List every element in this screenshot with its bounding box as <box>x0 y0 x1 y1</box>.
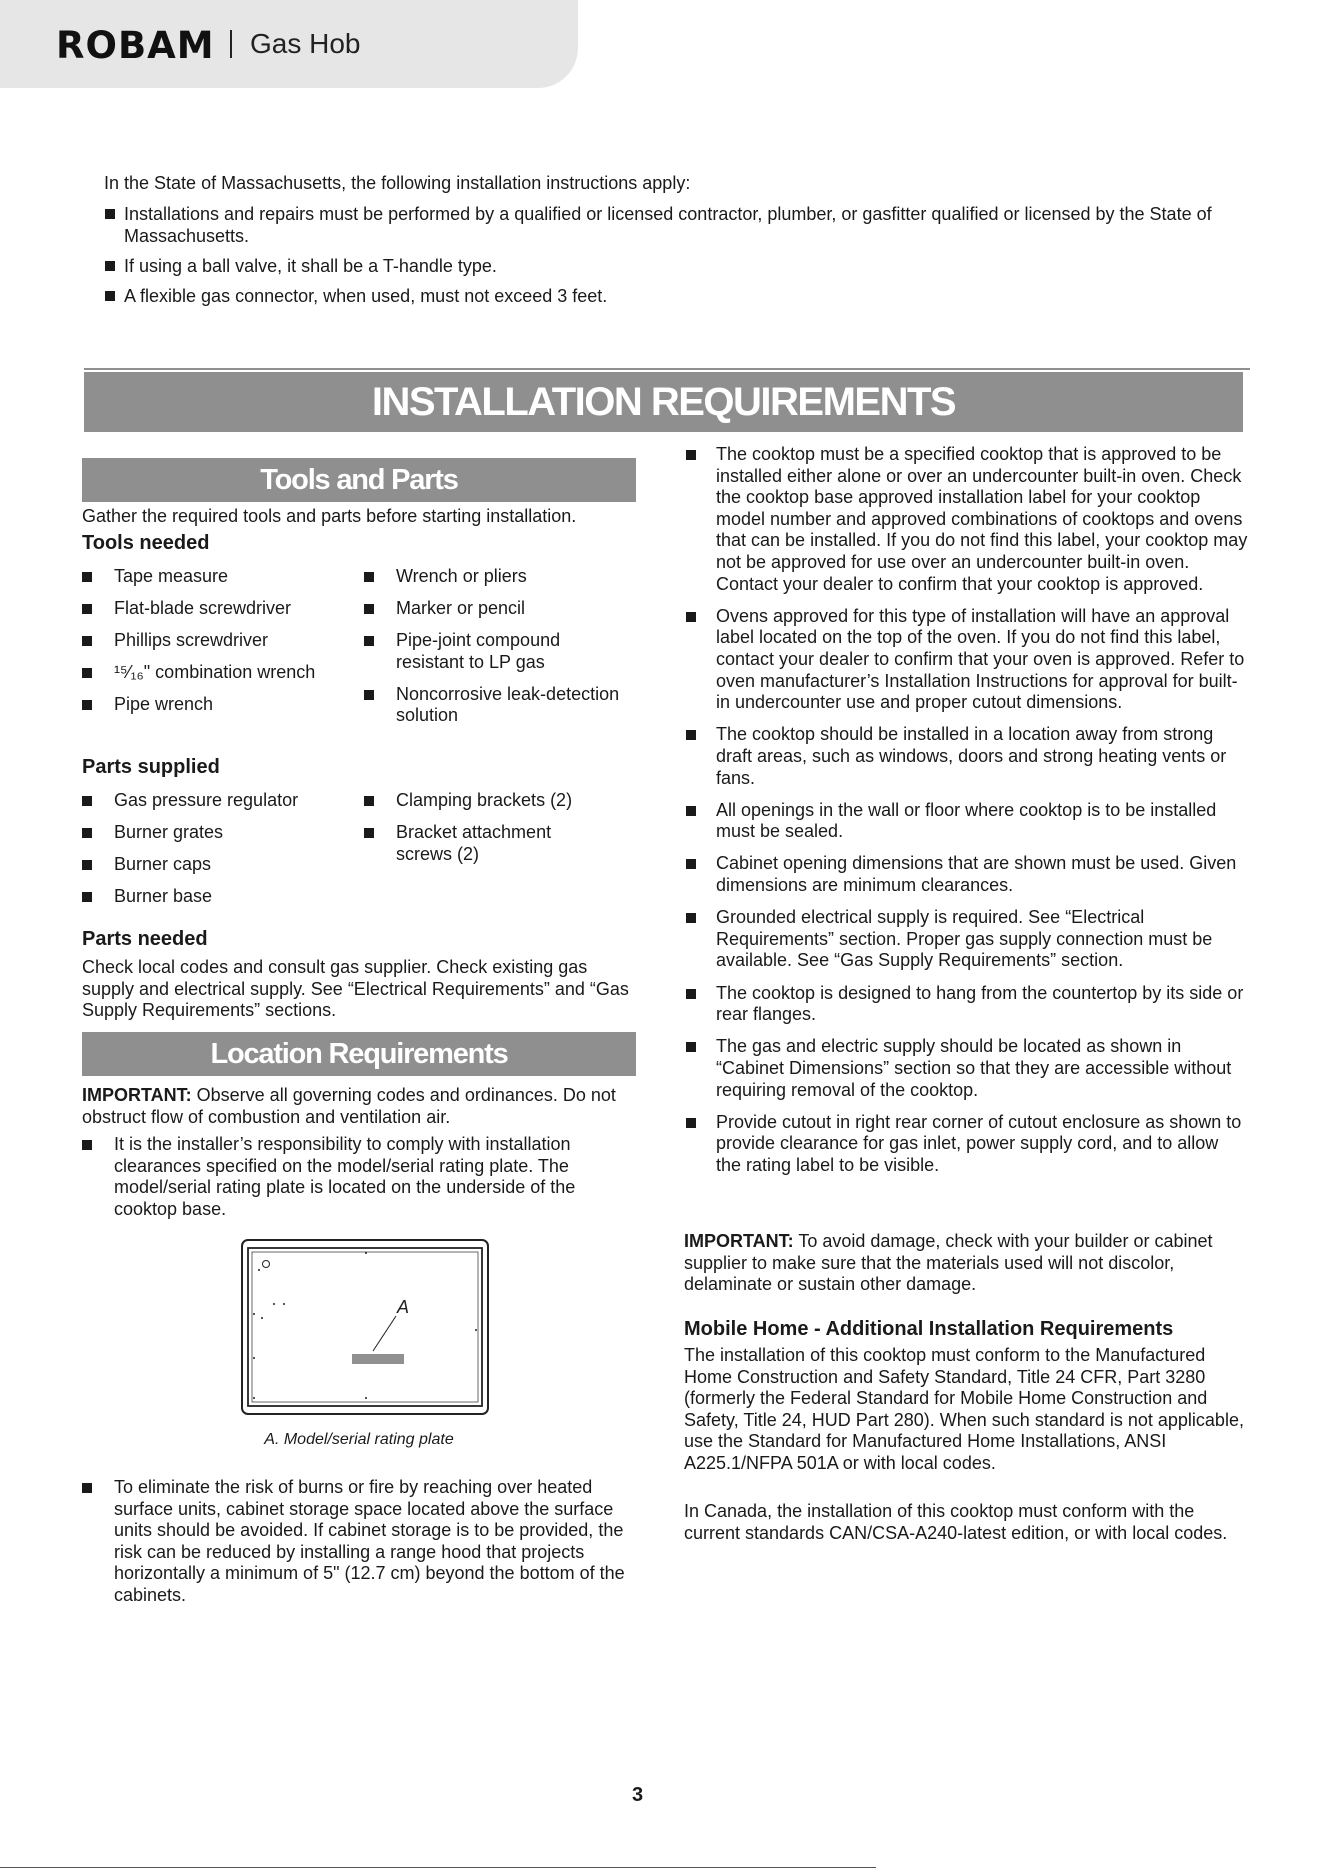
tools-list-right <box>364 566 654 737</box>
footer-rule <box>0 1867 876 1868</box>
list-item: Ovens approved for this type of installation will have an approval label located on the top of the oven. If you do not find this label, contact your dealer to confirm that your oven is approved. Refer to oven manufacturer’s Installation Instructions for approval for built-in undercounter use and proper cutout dimensions. <box>684 606 1248 714</box>
list-item: Flat-blade screwdriver <box>82 598 352 620</box>
location-important <box>82 1085 642 1128</box>
parts-supplied-heading: Parts supplied <box>82 756 220 778</box>
list-item: Pipe-joint compound resistant to LP gas <box>364 630 654 673</box>
intro-lead: In the State of Massachusetts, the following installation instructions apply: <box>104 173 691 193</box>
list-item: Marker or pencil <box>364 598 654 620</box>
list-item: To eliminate the risk of burns or fire by reaching over heated surface units, cabinet storage space located above the surface units should be avoided. If cabinet storage is to be provided, the risk can be reduced by installing a range hood that projects horizontally a minimum of 5" (12.7 cm) beyond the bottom of the cabinets. <box>82 1477 638 1606</box>
location-list-1 <box>82 1134 638 1231</box>
list-item: ¹⁵⁄₁₆" combination wrench <box>82 662 352 684</box>
parts-needed-text: Check local codes and consult gas supplier. Check existing gas supply and electrical supply. See “Electrical Requirements” and “Gas Supply Requirements” sections. <box>82 957 629 1020</box>
tools-parts-intro: Gather the required tools and parts before starting installation. <box>82 506 577 526</box>
location-list-2 <box>82 1477 638 1617</box>
title-rule <box>84 368 1250 370</box>
header-divider <box>230 30 232 58</box>
right-requirements-list <box>684 444 1248 1187</box>
list-item: The gas and electric supply should be located as shown in “Cabinet Dimensions” section so that they are accessible without requiring removal of the cooktop. <box>684 1036 1248 1101</box>
list-item: Gas pressure regulator <box>82 790 352 812</box>
figure-label: A <box>396 1297 410 1317</box>
location-title: Location Requirements <box>82 1032 636 1076</box>
list-item: Wrench or pliers <box>364 566 654 588</box>
list-item: Phillips screwdriver <box>82 630 352 652</box>
list-item: It is the installer’s responsibility to comply with installation clearances specified on the model/serial rating plate. The model/serial rating plate is located on the underside of the cooktop base. <box>82 1134 638 1220</box>
mobile-home-heading: Mobile Home - Additional Installation Requirements <box>684 1318 1174 1340</box>
product-name: Gas Hob <box>250 28 361 59</box>
list-item: Provide cutout in right rear corner of cutout enclosure as shown to provide clearance for gas inlet, power supply cord, and to allow the rating label to be visible. <box>684 1112 1248 1177</box>
important-label: IMPORTANT: <box>82 1085 192 1105</box>
list-item: The cooktop must be a specified cooktop that is approved to be installed either alone or over an undercounter built-in oven. Check the cooktop base approved installation label for your cooktop model number and approved combinations of cooktops and ovens that can be installed. If you do not find this label, your cooktop may not be approved for use over an undercounter built-in oven. Contact your dealer to confirm that your cooktop is approved. <box>684 444 1248 595</box>
list-item: Burner grates <box>82 822 352 844</box>
parts-needed-heading: Parts needed <box>82 928 208 950</box>
intro-item: If using a ball valve, it shall be a T-handle type. <box>104 255 1234 277</box>
figure-caption: A. Model/serial rating plate <box>264 1431 454 1448</box>
important-text: To avoid damage, check with your builder or cabinet supplier to make sure that the materials used will not discolor, delaminate or sustain other damage. <box>684 1231 1213 1294</box>
list-item: Pipe wrench <box>82 694 352 716</box>
tools-needed-heading: Tools needed <box>82 532 210 554</box>
intro-item: A flexible gas connector, when used, must not exceed 3 feet. <box>104 285 1234 307</box>
list-item: Burner base <box>82 886 352 908</box>
rating-plate-diagram <box>240 1238 490 1416</box>
list-item: Burner caps <box>82 854 352 876</box>
supplied-list-right <box>364 790 624 876</box>
tools-parts-title: Tools and Parts <box>82 458 636 502</box>
tools-list-left <box>82 566 352 726</box>
list-item: Grounded electrical supply is required. See “Electrical Requirements” section. Proper gas supply connection must be available. See “Gas Supply Requirements” section. <box>684 907 1248 972</box>
brand-logo: ROBAM <box>56 24 215 67</box>
list-item: Cabinet opening dimensions that are shown must be used. Given dimensions are minimum clearances. <box>684 853 1248 896</box>
supplied-list-left <box>82 790 352 918</box>
right-important <box>684 1231 1244 1296</box>
mobile-home-para1: The installation of this cooktop must conform to the Manufactured Home Construction and Safety Standard, Title 24 CFR, Part 3280 (formerly the Federal Standard for Mobile Home Construction and Safety, Title 24, HUD Part 280). When such standard is not applicable, use the Standard for Manufactured Home Installations, ANSI A225.1/NFPA 501A or with local codes. <box>684 1345 1244 1473</box>
mobile-home-para2: In Canada, the installation of this cooktop must conform with the current standards CAN/CSA-A240-latest edition, or with local codes. <box>684 1501 1228 1543</box>
main-title: INSTALLATION REQUIREMENTS <box>84 372 1243 432</box>
list-item: The cooktop should be installed in a location away from strong draft areas, such as windows, doors and strong heating vents or fans. <box>684 724 1248 789</box>
rating-plate <box>352 1354 404 1364</box>
page-number: 3 <box>632 1784 644 1806</box>
massachusetts-section <box>104 172 1234 315</box>
intro-item: Installations and repairs must be performed by a qualified or licensed contractor, plumber, or gasfitter qualified or licensed by the State of Massachusetts. <box>104 203 1234 247</box>
list-item: All openings in the wall or floor where cooktop is to be installed must be sealed. <box>684 800 1248 843</box>
list-item: The cooktop is designed to hang from the countertop by its side or rear flanges. <box>684 983 1248 1026</box>
list-item: Noncorrosive leak-detection solution <box>364 684 654 727</box>
list-item: Bracket attachment screws (2) <box>364 822 624 865</box>
important-label: IMPORTANT: <box>684 1231 794 1251</box>
list-item: Tape measure <box>82 566 352 588</box>
cooktop-underside-diagram <box>240 1238 490 1416</box>
list-item: Clamping brackets (2) <box>364 790 624 812</box>
important-text: Observe all governing codes and ordinances. Do not obstruct flow of combustion and ventilation air. <box>82 1085 616 1127</box>
